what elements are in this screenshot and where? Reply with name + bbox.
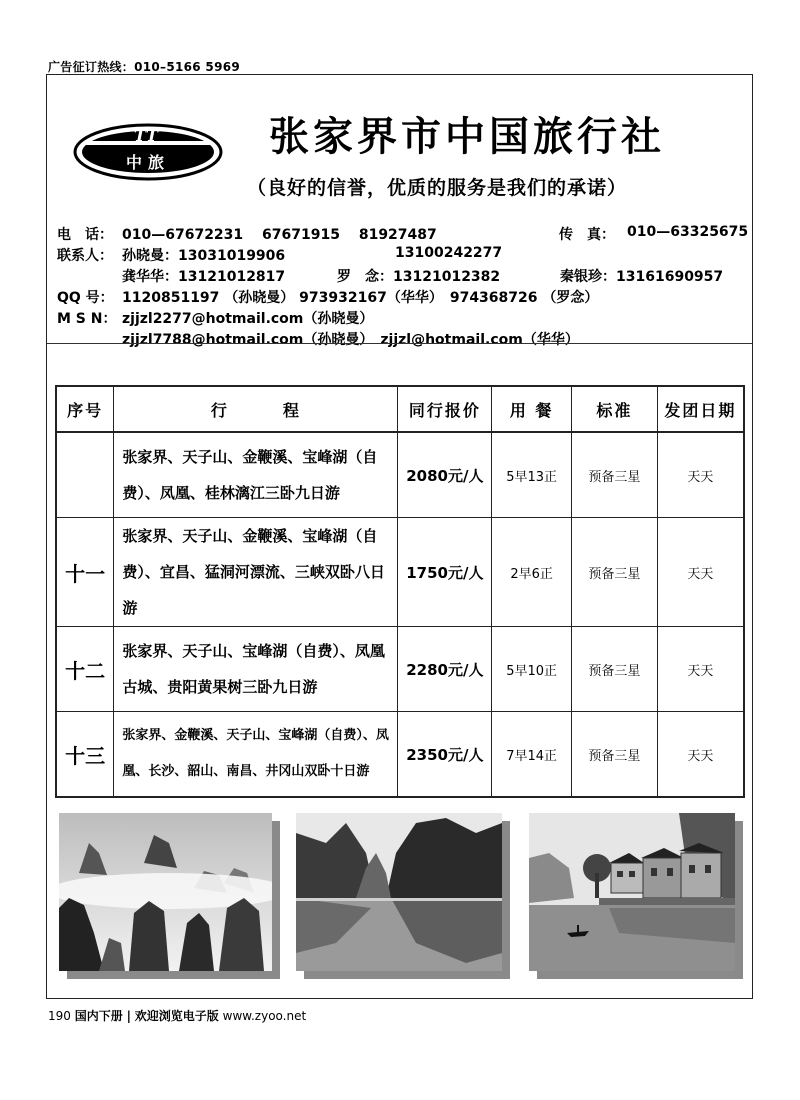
row-standard: 预备三星 [572,432,658,518]
header-standard: 标准 [572,386,658,432]
advert-frame [46,74,753,999]
row-meal: 5早13正 [492,432,572,518]
row-route: 张家界、天子山、宝峰湖（自费）、凤凰古城、贵阳黄果树三卧九日游 [114,627,398,712]
contact-person-1-alt: 13100242277 [395,245,503,261]
page-footer [48,1007,306,1024]
header-seq: 序号 [56,386,114,432]
contact-person-2: 龚华华：13121012817 [122,269,286,285]
qq-label: QQ 号： [57,290,114,306]
table-row [56,627,744,712]
row-route: 张家界、天子山、金鞭溪、宝峰湖（自费）、凤凰、桂林漓江三卧九日游 [114,432,398,518]
row-price: 2350元/人 [398,712,492,798]
agency-slogan: （良好的信誉，优质的服务是我们的承诺） [247,177,628,199]
ad-hotline: 广告征订热线：010–5166 5969 [48,60,241,74]
fax-number: 010—63325675 [627,224,749,240]
photo-riverside-town [529,813,735,971]
footer-divider: | [126,1009,131,1023]
row-price: 1750元/人 [398,518,492,627]
contact-person-3: 罗 念：13121012382 [337,269,501,285]
qq-numbers: 1120851197 （孙晓曼） 973932167（华华） 974368726 （罗念） [122,290,599,306]
header-meal: 用 餐 [492,386,572,432]
row-seq [56,432,114,518]
tel-numbers: 010—67672231 67671915 81927487 [122,227,437,243]
row-date: 天天 [657,432,744,518]
table-row [56,712,744,798]
svg-text:T: T [134,126,146,145]
table-row [56,518,744,627]
table-row [56,432,744,518]
svg-text:T: T [146,126,158,145]
msn-label: M S N： [57,311,117,327]
row-meal: 2早6正 [492,518,572,627]
page-number: 190 [48,1009,71,1023]
fax-label: 传 真： [559,227,615,243]
msn-line-1: zjjzl2277@hotmail.com（孙晓曼） [122,311,374,327]
photo-lake-cliffs [296,813,502,971]
row-seq: 十三 [56,712,114,798]
photo-mountain-peaks [59,813,272,971]
contact-person-1: 孙晓曼：13031019906 [122,248,286,264]
footer-text: 欢迎浏览电子版 [134,1009,219,1023]
row-date: 天天 [657,518,744,627]
row-meal: 5早10正 [492,627,572,712]
row-standard: 预备三星 [572,627,658,712]
row-seq: 十二 [56,627,114,712]
footer-section: 国内下册 [74,1009,123,1023]
row-route: 张家界、金鞭溪、天子山、宝峰湖（自费）、凤凰、长沙、韶山、南昌、井冈山双卧十日游 [114,712,398,798]
header-date: 发团日期 [657,386,744,432]
row-route: 张家界、天子山、金鞭溪、宝峰湖（自费）、宜昌、猛洞河漂流、三峡双卧八日游 [114,518,398,627]
tel-label: 电 话： [57,227,113,243]
row-meal: 7早14正 [492,712,572,798]
row-price: 2280元/人 [398,627,492,712]
itinerary-table [55,385,745,798]
header-price: 同行报价 [398,386,492,432]
row-date: 天天 [657,712,744,798]
footer-url[interactable]: www.zyoo.net [222,1009,307,1023]
agency-name: 张家界市中国旅行社 [269,114,665,160]
msn-line-2: zjjzl7788@hotmail.com（孙晓曼） zjjzl@hotmail.com（华华） [122,332,579,348]
agency-logo [73,123,223,181]
contact-label: 联系人： [57,248,113,264]
logo-text: 中旅 [125,153,171,172]
contact-person-4: 秦银珍：13161690957 [560,269,724,285]
row-date: 天天 [657,627,744,712]
row-price: 2080元/人 [398,432,492,518]
section-divider [47,343,752,344]
row-seq: 十一 [56,518,114,627]
header-route: 行 程 [114,386,398,432]
table-header-row [56,386,744,432]
row-standard: 预备三星 [572,518,658,627]
row-standard: 预备三星 [572,712,658,798]
